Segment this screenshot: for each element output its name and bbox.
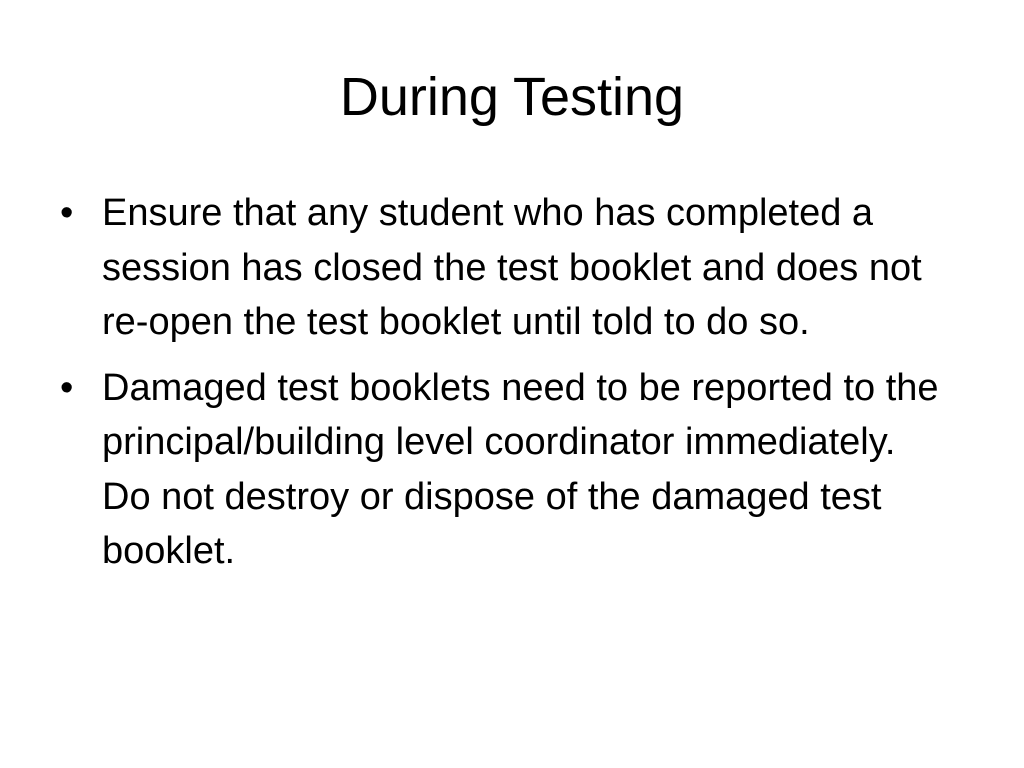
- bullet-item-2: [60, 361, 940, 579]
- bullet-item-1: [60, 186, 940, 350]
- slide-title: During Testing: [339, 67, 685, 127]
- bullet-marker: •: [60, 366, 74, 409]
- bullet-text-2: Damaged test booklets need to be reported to the principal/building level coordinator immediately. Do not destroy or dispose of the damaged test booklet.: [102, 366, 939, 572]
- bullet-list: [60, 186, 940, 590]
- bullet-marker: •: [60, 192, 74, 234]
- bullet-text-1: Ensure that any student who has completed a session has closed the test booklet and does not re-open the test booklet until told to do so.: [102, 192, 922, 343]
